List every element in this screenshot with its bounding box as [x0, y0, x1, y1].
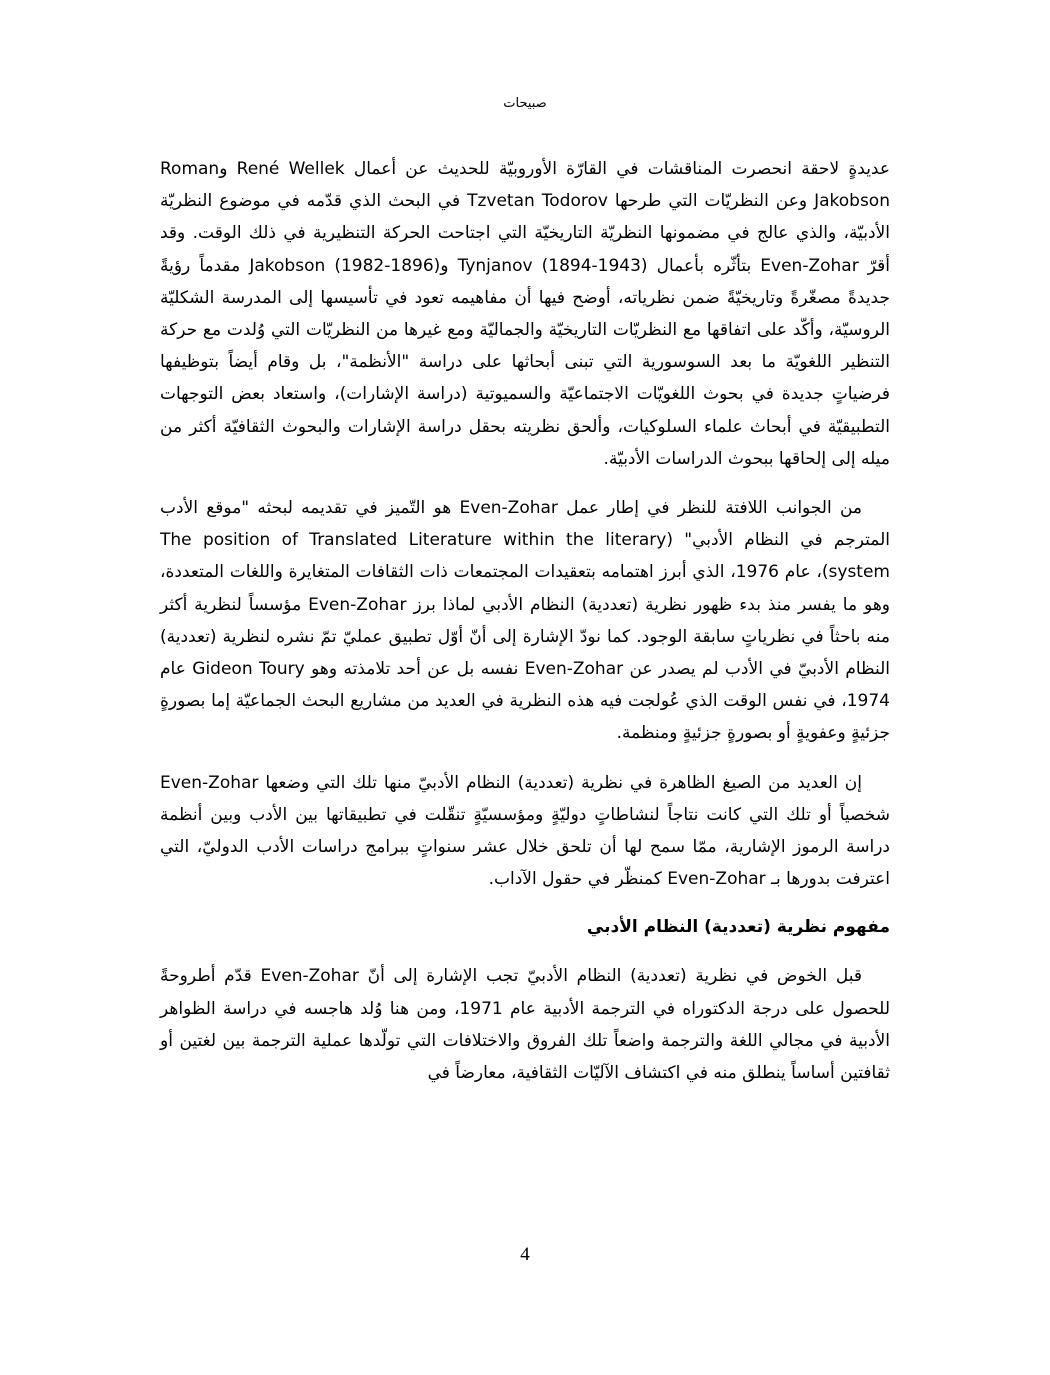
paragraph-2: من الجوانب اللافتة للنظر في إطار عمل Even-Zohar هو التّميز في تقديمه لبحثه "موقع الأدب المترجم في النظام الأدبي" (The position of Translated Literature within the literary system)، عام 1976، الذي أبرز اهتمامه بتعقيدات المجتمعات ذات الثقافات المتغايرة واللغات المتعددة، وهو ما يفسر منذ بدء ظهور نظرية (تعددية) النظام الأدبي لماذا برز Even-Zohar مؤسساً لنظرية أكثر منه باحثاً في نظرياتٍ سابقة الوجود. كما نودّ الإشارة إلى أنّ أوّل تطبيق عمليّ تمّ نشره لنظرية (تعددية) النظام الأدبيّ في الأدب لم يصدر عن Even-Zohar نفسه بل عن أحد تلامذته وهو Gideon Toury عام 1974، في نفس الوقت الذي عُولجت فيه هذه النظرية في العديد من مشاريع البحث الجماعيّة إما بصورةٍ جزئيةٍ وعفويةٍ أو بصورةٍ جزئيةٍ ومنظمة. — [160, 498, 890, 744]
section-paragraph: قبل الخوض في نظرية (تعددية) النظام الأدبيّ تجب الإشارة إلى أنّ Even-Zohar قدّم أطروحةً للحصول على درجة الدكتوراه في الترجمة الأدبية عام 1971، ومن هنا وُلد هاجسه في دراسة الظواهر الأدبية في مجالي اللغة والترجمة واضعاً تلك الفروق والاختلافات التي تولّدها عملية الترجمة بين لغتين أو ثقافتين أساساً ينطلق منه في اكتشاف الآليّات الثقافية، معارضاً في — [160, 966, 890, 1084]
section-heading: مفهوم نظرية (تعددية) النظام الأدبي — [586, 917, 890, 938]
page-number: 4 — [520, 1244, 530, 1265]
body-text — [160, 153, 890, 1106]
running-header: صبيحات — [503, 96, 547, 111]
paragraph-3: إن العديد من الصيغ الظاهرة في نظرية (تعددية) النظام الأدبيّ منها تلك التي وضعها Even-Zohar شخصياً أو تلك التي كانت نتاجاً لنشاطاتٍ دوليّةٍ ومؤسسيّةٍ تنقّلت في تطبيقاتها بين الأدب وبين أنظمة دراسة الرموز الإشارية، ممّا سمح لها أن تلحق خلال عشر سنواتٍ ببرامج دراسات الأدب الدوليّ، التي اعترفت بدورها بـ Even-Zohar كمنظّر في حقول الآداب. — [160, 772, 890, 890]
paragraph-1: عديدةٍ لاحقة انحصرت المناقشات في القارّة الأوروبيّة للحديث عن أعمال René Wellek وRoman Jakobson وعن النظريّات التي طرحها Tzvetan Todorov في البحث الذي قدّمه في موضوع النظريّة الأدبيّة، والذي عالج في مضمونها النظريّة التاريخيّة التي اجتاحت الحركة التنظيرية في ذلك الوقت. وقد أقرّ Even-Zohar بتأثّره بأعمال Tynjanov (1894-1943) و(1896-1982) Jakobson مقدماً رؤيةً جديدةً مصغّرةً وتاريخيّةً ضمن نظرياته، أوضح فيها أن مفاهيمه تعود في تأسيسها إلى المدرسة الشكليّة الروسيّة، وأكّد على اتفاقها مع النظريّات التاريخيّة والجماليّة ومع غيرها من النظريّات التي وُلدت مع حركة التنظير اللغويّة ما بعد السوسورية التي تبنى أبحاثها على دراسة "الأنظمة"، بل وقام أيضاً بتوظيفها فرضياتٍ جديدة في بحوث اللغويّات الاجتماعيّة والسميوتية (دراسة الإشارات)، واستعاد بعض التوجهات التطبيقيّة في أبحاث علماء السلوكيات، وألحق نظريته بحقل دراسة الإشارات والبحوث الثقافيّة أكثر من ميله إلى إلحاقها ببحوث الدراسات الأدبيّة. — [160, 159, 891, 469]
